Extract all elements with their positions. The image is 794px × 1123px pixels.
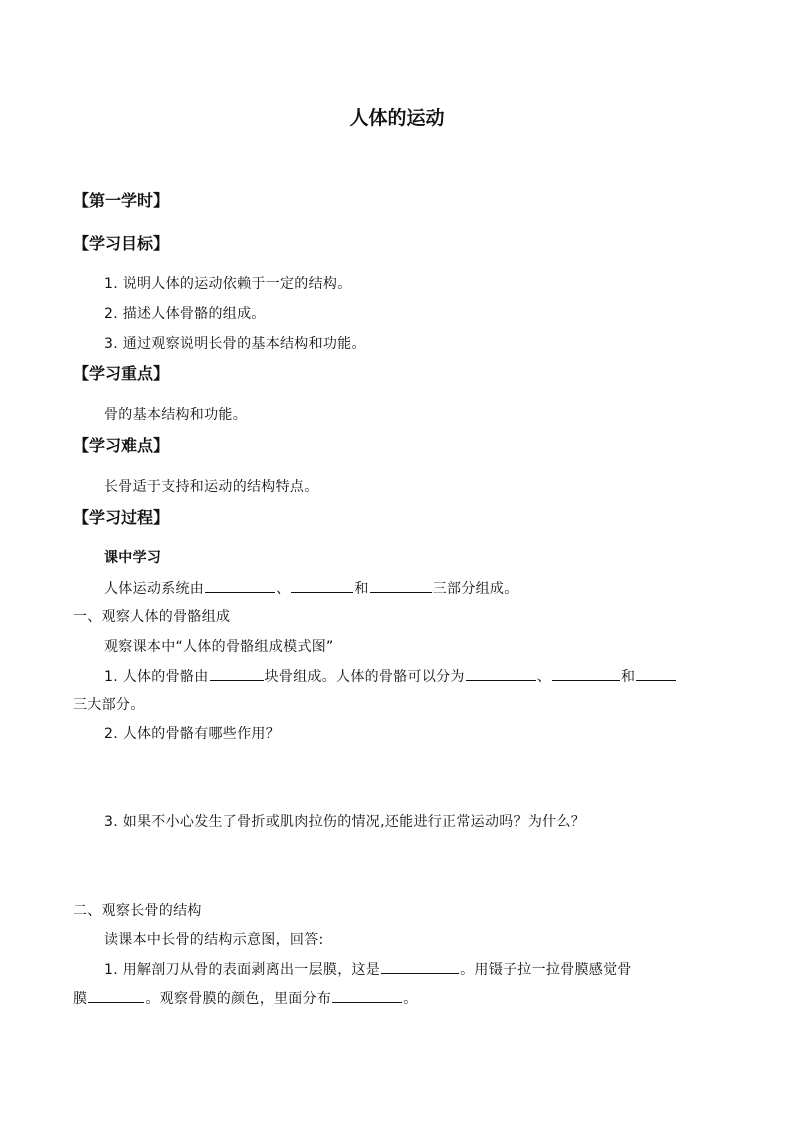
part1-q3: 3. 如果不小心发生了骨折或肌肉拉伤的情况,还能进行正常运动吗？为什么？ (104, 814, 586, 830)
heading-focus: 【学习重点】 (73, 364, 170, 383)
part1-q1-b: 块骨组成。人体的骨骼可以分为 (264, 669, 465, 685)
heading-lesson: 【第一学时】 (73, 191, 170, 210)
answer-blank[interactable] (291, 578, 353, 593)
answer-blank[interactable] (88, 988, 144, 1003)
heading-process: 【学习过程】 (73, 508, 170, 527)
heading-goals: 【学习目标】 (73, 234, 170, 253)
part1-heading: 一、观察人体的骨骼组成 (73, 609, 231, 625)
answer-blank[interactable] (205, 578, 275, 593)
part1-q1-cont: 三大部分。 (73, 697, 145, 713)
part1-q1-line (104, 666, 677, 687)
class-study-label: 课中学习 (104, 550, 162, 566)
goal-item-2: 2. 描述人体骨骼的组成。 (104, 306, 266, 322)
motion-system-and: 和 (354, 581, 369, 597)
page-title: 人体的运动 (349, 107, 445, 129)
part1-q1-sep: 、 (536, 669, 552, 685)
answer-blank[interactable] (332, 988, 402, 1003)
answer-blank[interactable] (210, 666, 264, 681)
part2-q1-a: 1. 用解剖刀从骨的表面剥离出一层膜，这是 (104, 962, 381, 978)
part2-q1-d: 。观察骨膜的颜色，里面分布 (145, 991, 332, 1007)
heading-difficulty: 【学习难点】 (73, 436, 170, 455)
part1-q2: 2. 人体的骨骼有哪些作用？ (104, 726, 281, 742)
goal-item-1: 1. 说明人体的运动依赖于一定的结构。 (104, 276, 352, 292)
part1-q1-a: 1. 人体的骨骼由 (104, 669, 209, 685)
part2-q1-cont-line (73, 988, 418, 1009)
focus-text: 骨的基本结构和功能。 (104, 407, 247, 423)
part2-q1-b: 。用镊子拉一拉骨膜感觉骨 (460, 962, 632, 978)
motion-system-line (104, 578, 519, 599)
answer-blank[interactable] (370, 578, 432, 593)
part1-intro: 观察课本中“人体的骨骼组成模式图” (104, 639, 334, 655)
answer-blank[interactable] (636, 666, 676, 681)
part2-q1-e: 。 (403, 991, 418, 1007)
goal-item-3: 3. 通过观察说明长骨的基本结构和功能。 (104, 336, 366, 352)
part2-q1-line (104, 959, 632, 980)
part1-q1-and: 和 (621, 669, 636, 685)
motion-system-prefix: 人体运动系统由 (104, 581, 205, 597)
part2-q1-c: 膜 (73, 991, 88, 1007)
part2-intro: 读课本中长骨的结构示意图，回答: (104, 932, 324, 948)
answer-blank[interactable] (552, 666, 620, 681)
answer-blank[interactable] (381, 959, 459, 974)
answer-blank[interactable] (466, 666, 536, 681)
motion-system-sep: 、 (276, 581, 291, 597)
motion-system-suffix: 三部分组成。 (432, 581, 519, 597)
difficulty-text: 长骨适于支持和运动的结构特点。 (104, 479, 319, 495)
part2-heading: 二、观察长骨的结构 (73, 903, 202, 919)
